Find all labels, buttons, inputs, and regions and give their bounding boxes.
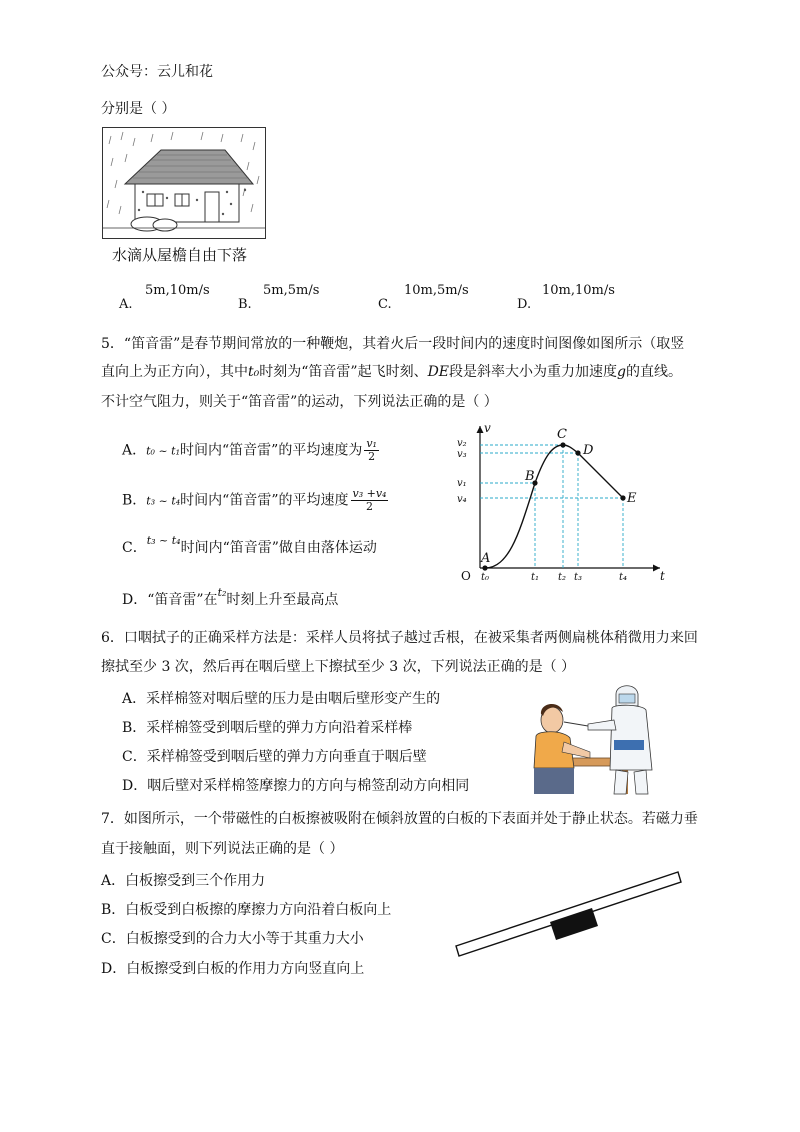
point-c [560,442,565,447]
point-a-label: A [481,551,491,566]
q4-option-a-label: A. [119,297,133,312]
q4-stem-end: 分别是（ ） [101,101,176,117]
q7-stem-line2: 直于接触面，则下列说法正确的是（ ） [101,841,344,857]
q4-option-b-value: 5m,5m/s [263,283,320,298]
t3-label: t₃ [574,572,583,583]
point-a [482,565,487,570]
q5-stem-line1: 5．“笛音雷”是春节期间常放的一种鞭炮，其着火后一段时间内的速度时间图像如图所示（取竖 [101,336,685,352]
q4-option-c-label: C. [378,297,392,312]
vt-graph-svg [455,420,670,585]
point-b-label: B [525,469,535,484]
whiteboard-shape [456,872,681,956]
origin-label: O [461,569,471,583]
t4-label: t₄ [619,572,628,583]
point-e [620,495,625,500]
point-d [575,450,580,455]
q5-option-b: B．t₃ ~ t₄时间内“笛音雷”的平均速度 $\frac{\text{v₃ +v₄}}{2}$ [122,487,387,513]
swab-sampling-figure [530,680,660,796]
q5-option-d: D．“笛音雷”在$^{t_2}$时刻上升至最高点 [122,586,339,608]
velocity-time-graph [455,420,670,585]
house-figure-caption: 水滴从屋檐自由下落 [112,246,248,264]
q4-option-c-value: 10m,5m/s [404,283,469,298]
swab-illustration [530,680,660,796]
q7-option-d: D．白板擦受到白板的作用力方向竖直向上 [101,961,365,977]
q7-option-c: C．白板擦受到的合力大小等于其重力大小 [101,931,364,947]
q4-option-d-label: D. [517,297,532,312]
v1-label: v₁ [457,478,467,489]
v4-label: v₄ [457,494,467,505]
q6-option-d: D．咽后壁对采样棉签摩擦力的方向与棉签刮动方向相同 [122,778,470,794]
q5-option-a: A．t₀ ~ t₁时间内“笛音雷”的平均速度为 $\frac{\text{v₁}}{2}$ [122,437,377,463]
t-axis-label: t [660,569,665,583]
q4-option-d-value: 10m,10m/s [542,283,615,298]
q7-option-b: B．白板受到白板擦的摩擦力方向沿着白板向上 [101,902,392,918]
t0-label: t₀ [481,572,490,583]
q7-stem-line1: 7．如图所示，一个带磁性的白板擦被吸附在倾斜放置的白板的下表面并处于静止状态。若磁力垂 [101,811,698,827]
q5-stem-line2: 直向上为正方向），其中t₀时刻为“笛音雷”起飞时刻、DE段是斜率大小为重力加速度g的直线。 [101,364,682,380]
whiteboard-illustration [452,860,684,960]
t1-label: t₁ [531,572,540,583]
vt-curve [485,445,623,568]
house-illustration [103,128,265,238]
q6-stem-line1: 6．口咽拭子的正确采样方法是：采样人员将拭子越过舌根，在被采集者两侧扁桃体稍微用力来回 [101,630,698,646]
q6-option-c: C．采样棉签受到咽后壁的弹力方向垂直于咽后壁 [122,749,427,765]
whiteboard-figure [452,860,684,960]
q5-stem-line3: 不计空气阻力，则关于“笛音雷”的运动，下列说法正确的是（ ） [101,394,498,410]
q6-option-b: B．采样棉签受到咽后壁的弹力方向沿着采样棒 [122,720,413,736]
v3-label: v₃ [457,449,467,460]
q6-option-a: A．采样棉签对咽后壁的压力是由咽后壁形变产生的 [122,691,441,707]
q5-option-c: C．$^{t_3 \sim t_4}$时间内“笛音雷”做自由落体运动 [122,534,377,556]
q6-stem-line2: 擦拭至少 3 次，然后再在咽后壁上下擦拭至少 3 次，下列说法正确的是（ ） [101,659,576,675]
t2-label: t₂ [558,572,567,583]
point-e-label: E [627,491,637,506]
page-header: 公众号：云儿和花 [101,64,213,80]
house-rain-figure [102,127,266,239]
q4-option-a-value: 5m,10m/s [145,283,210,298]
v-axis-label: v [484,421,491,435]
point-d-label: D [583,443,594,458]
q4-option-b-label: B. [238,297,252,312]
point-c-label: C [557,427,567,442]
v2-label: v₂ [457,438,467,449]
q4-options [119,283,759,313]
q7-option-a: A．白板擦受到三个作用力 [101,873,266,889]
